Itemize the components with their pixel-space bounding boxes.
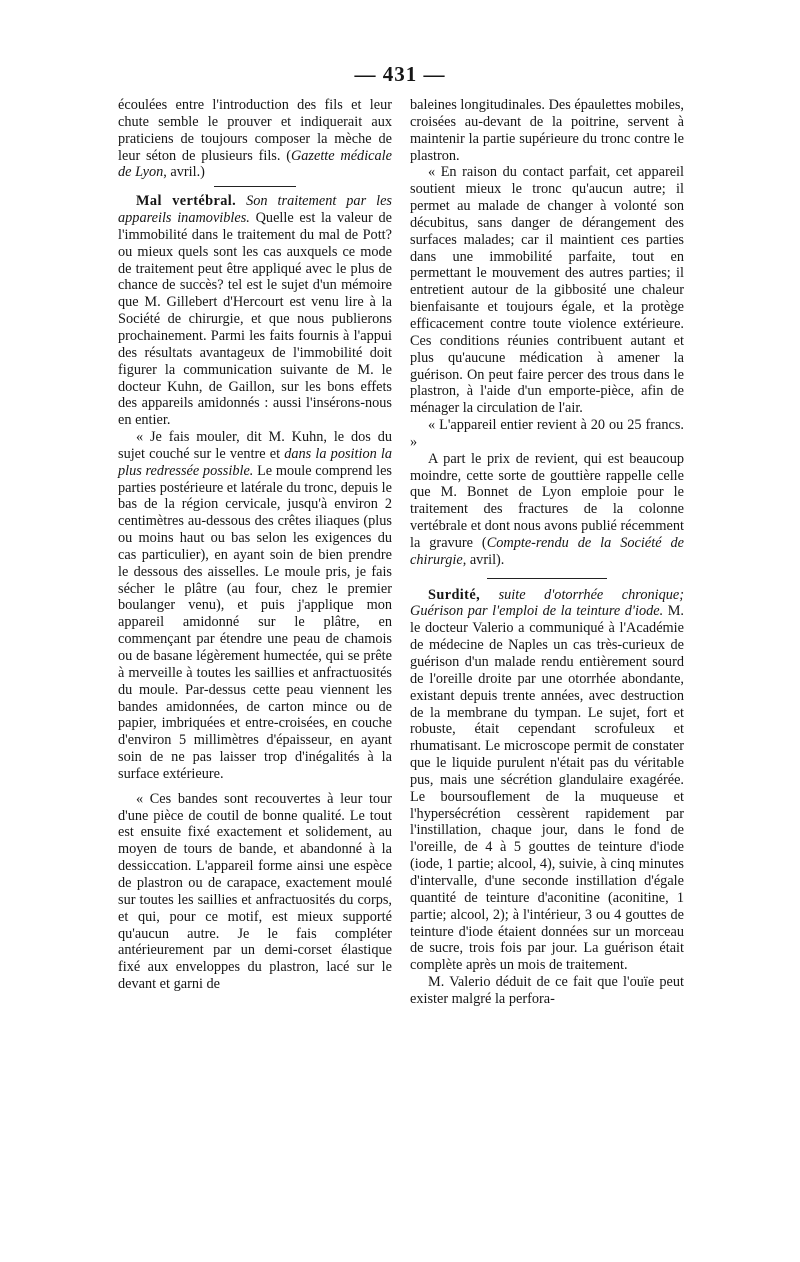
paragraph: A part le prix de revient, qui est beaucoup moindre, cette sorte de gouttière rappelle celle que M. Bonnet de Lyon emploie pour le traitement des fractures de la colonne vertébrale et dont nous avons publié récemment la gravure (Compte-rendu de la Société de chirurgie, avril). [410,450,685,568]
article-mal-vertebral: Mal vertébral. Son traitement par les appareils inamovibles. Quelle est la valeur de l'immobilité dans le traitement du mal de Pott? ou mieux quels sont les cas auxquels ce mode de traitement peut être appliqué avec le plus de chance de succès? tel est le sujet d'un mémoire que M. Gillebert d'Hercourt est venu lire à la Société de chirurgie, et que nous publierons prochainement. Parmi les faits fournis à l'appui des résultats avantageux de l'immobilité doit figurer la communication suivante de M. le docteur Kuhn, de Gaillon, sur les bons effets des appareils amidonnés : aussi l'insérons-nous en entier. [118,193,393,429]
left-column [118,97,392,993]
source-citation: Compte-rendu de la Société de chirurgie [410,534,685,568]
right-column [410,97,684,1008]
article-subtitle: suite d'otorrhée chronique; Guérison par l'emploi de la teinture d'iode. [410,586,684,620]
paragraph: baleines longitudinales. Des épaulettes mobiles, croisées au-devant de la poitrine, servent à maintenir la partie supérieure du tronc contre le plastron. [410,97,684,164]
paragraph: « En raison du contact parfait, cet appareil soutient mieux le tronc qu'aucun autre; il permet au malade de changer à volonté son décubitus, sans danger de dérangement des surfaces malades; car il maintient ces parties dans une immobilité parfaite, tout en permettant le mouvement des autres parties; il entretient autour de la gibbosité une chaleur bienfaisante et toujours égale, et la protège efficacement contre toute violence extérieure. Ces conditions réunies contribuent autant et plus qu'aucune médication à amener la guérison. On peut faire percer des trous dans le plastron, à l'aide d'un emporte-pièce, afin de ménager la circulation de l'air. [410,164,684,417]
paragraph: « Ces bandes sont recouvertes à leur tour d'une pièce de coutil de bonne qualité. Le tout est ensuite fixé exactement et solidement, au moyen de tours de bande, et abandonné à la dessiccation. L'appareil forme ainsi une espèce de plastron ou de carapace, exactement moulé sur toutes les saillies et anfractuosités du corps, et qui, pour ce motif, est mieux supporté qu'aucun autre. Je le fais compléter antérieurement par un demi-corset élastique fixé aux enveloppes du plastron, lacé sur le devant et garni de [118,790,392,993]
paragraph: M. Valerio déduit de ce fait que l'ouïe peut exister malgré la perfora- [410,974,684,1007]
section-divider [487,578,607,579]
paragraph: écoulées entre l'introduction des fils et leur chute semble le prouver et indiquerait aux praticiens de toujours composer la mèche de leur séton de plusieurs fils. (Gazette médicale de Lyon, avril.) [118,97,392,181]
article-surdite: Surdité, suite d'otorrhée chronique; Guérison par l'emploi de la teinture d'iode. M. le docteur Valerio a communiqué à l'Académie de médecine de Naples un cas très-curieux de guérison d'un malade rendu entièrement sourd de l'oreille droite par une otorrhée abondante, existant depuis trente années, avec destruction de la membrane du tympan. Le sujet, fort et robuste, était cependant scrofuleux et rhumatisant. Le microscope permit de constater que le liquide purulent n'était pas du véritable pus, mais une sécrétion glandulaire exagérée. Le boursouflement de la muqueuse et l'hypersécrétion cessèrent rapidement par l'instillation, chaque jour, dans le fond de l'oreille, de 4 à 5 gouttes de teinture d'iode (iode, 1 partie; alcool, 4), suivie, à cinq minutes d'intervalle, d'une seconde instillation d'égale quantité de teinture d'aconitine (aconitine, 1 partie; alcool, 2); à l'intérieur, 3 ou 4 gouttes de teinture d'iode étaient données sur un morceau de sucre, trois fois par jour. La guérison était complète après un mois de traitement. [410,586,684,974]
article-heading: Mal vertébral. [136,193,237,210]
paragraph: « L'appareil entier revient à 20 ou 25 francs. » [410,417,684,450]
article-subtitle: Son traitement par les appareils inamovibles. [118,193,393,227]
section-divider [214,186,296,187]
page-number: — 431 — [354,62,446,86]
source-citation: Gazette médicale de Lyon [118,147,392,181]
paragraph: « Je fais mouler, dit M. Kuhn, le dos du sujet couché sur le ventre et dans la position la plus redressée possible. Le moule comprend les parties postérieure et latérale du tronc, depuis le bas de la région cervicale, jusqu'à environ 2 centimètres au-dessous des crêtes iliaques (plus ou moins haut ou bas selon les exigences du cas particulier), en ayant soin de bien prendre le dessous des aisselles. Le moule pris, je fais sécher le plâtre (au four, chez le premier boulanger venu), et puis j'applique mon appareil amidonné sur le plâtre, en commençant par étendre une peau de chamois ou de basane légèrement humectée, qui se prête à merveille à toutes les saillies et anfractuosités du moule. Par-dessus cette peau viennent les bandes amidonnées, de carton mince ou de papier, imbriquées et entre-croisées, en couche d'environ 5 millimètres d'épaisseur, en ayant soin de ne pas laisser trop d'inégalités à la surface extérieure. [118,429,393,782]
article-heading: Surdité, [428,586,481,603]
